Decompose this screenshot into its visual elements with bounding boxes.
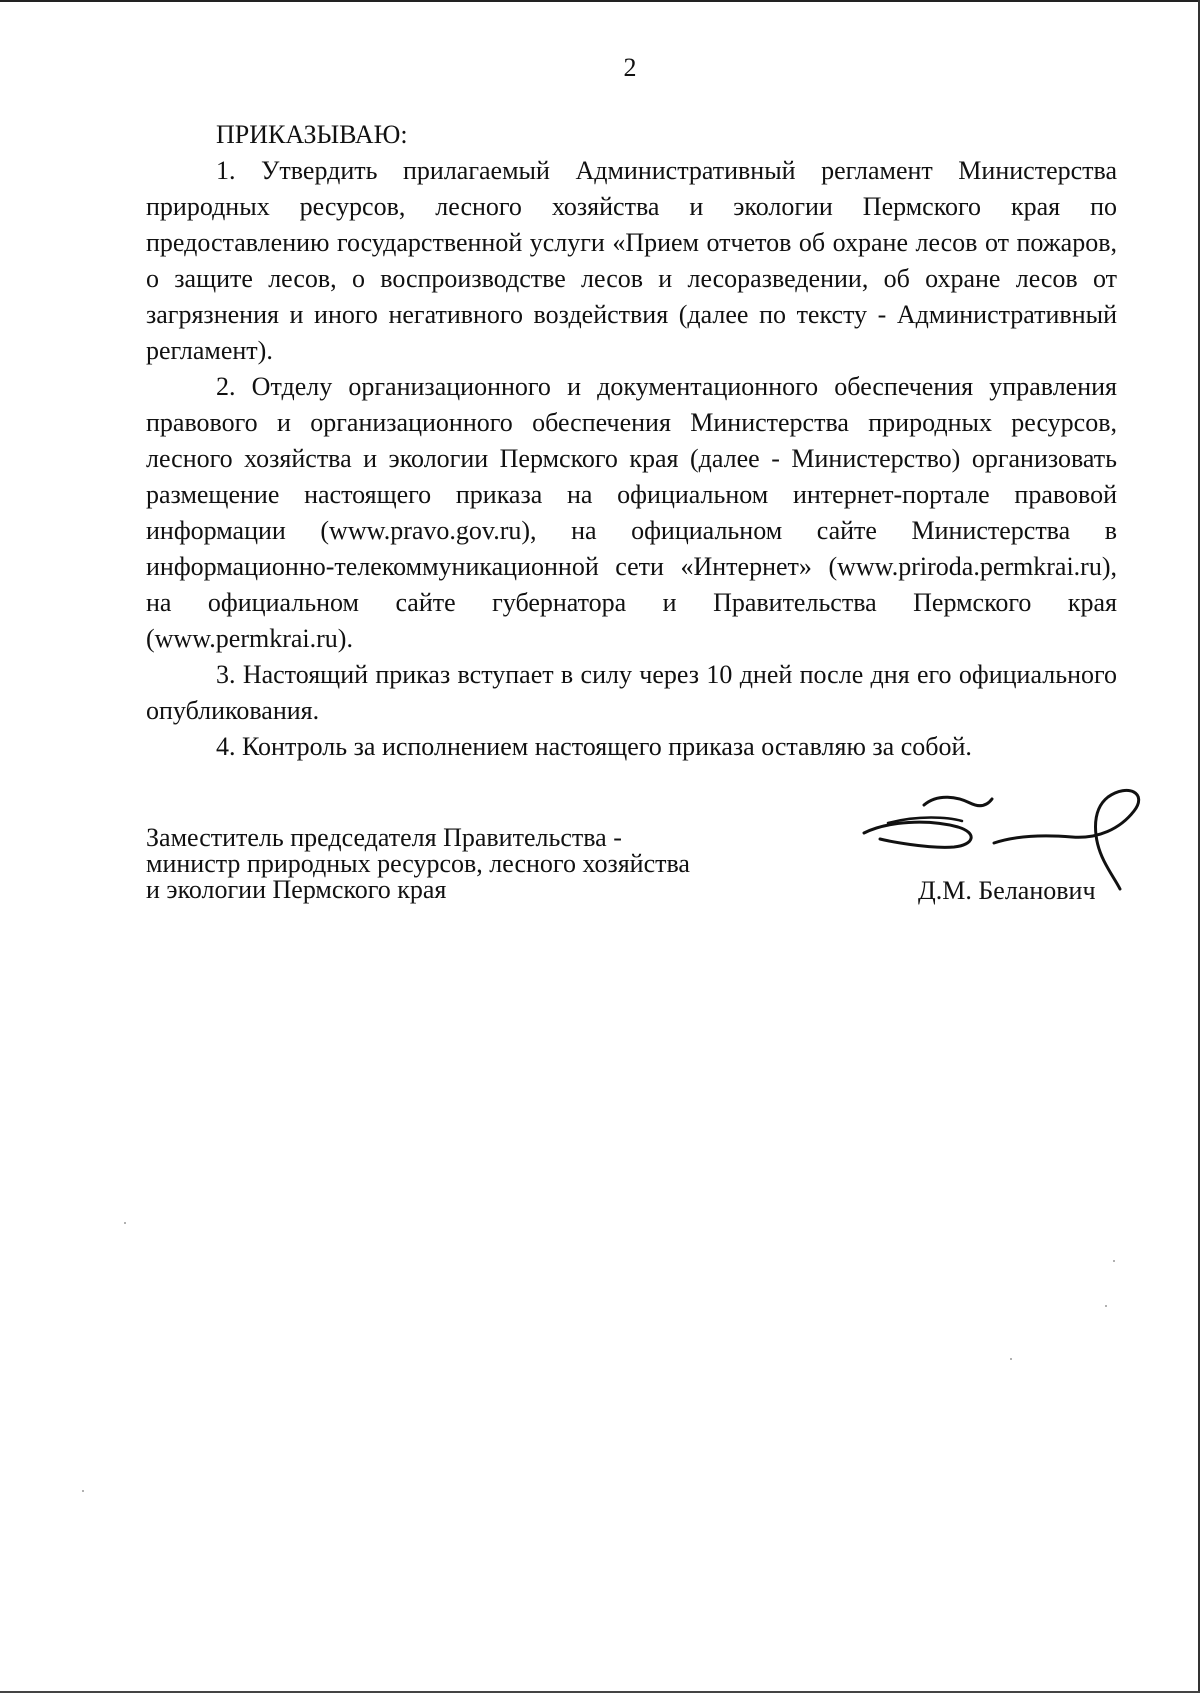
- order-paragraph-1: 1. Утвердить прилагаемый Административный регламент Министерства природных ресурсов, лесного хозяйства и экологии Пермского края по предоставлению государственной услуги «Прием отчетов об охране лесов от пожаров, о защите лесов, о воспроизводстве лесов и лесоразведении, об охране лесов от загрязнения и иного негативного воздействия (далее по тексту - Административный регламент).: [146, 156, 1117, 365]
- signatory-name: Д.М. Беланович: [918, 876, 1096, 905]
- order-paragraph-3: 3. Настоящий приказ вступает в силу через 10 дней после дня его официального опубликования.: [146, 660, 1117, 725]
- order-body: [146, 117, 1117, 765]
- order-heading: ПРИКАЗЫВАЮ:: [216, 120, 408, 149]
- scan-speck: [1105, 1305, 1107, 1307]
- scan-speck: [1010, 1358, 1012, 1360]
- order-paragraph-2: 2. Отделу организационного и документационного обеспечения управления правового и организационного обеспечения Министерства природных ресурсов, лесного хозяйства и экологии Пермского края (далее - Министерство) организовать размещение настоящего приказа на официальном интернет-портале правовой информации (www.pravo.gov.ru), на официальном сайте Министерства в информационно-телекоммуникационной сети «Интернет» (www.priroda.permkrai.ru), на официальном сайте губернатора и Правительства Пермского края (www.permkrai.ru).: [146, 372, 1117, 653]
- scan-speck: [124, 1222, 126, 1224]
- scan-edge-top: [0, 0, 1200, 2]
- signatory-position-line-3: и экологии Пермского края: [146, 875, 447, 904]
- page-number: 2: [623, 53, 637, 82]
- scan-speck: [1113, 1260, 1115, 1262]
- signatory-position: [146, 825, 746, 903]
- scan-speck: [82, 1490, 84, 1492]
- order-paragraph-4: 4. Контроль за исполнением настоящего приказа оставляю за собой.: [216, 732, 972, 761]
- signatory-position-line-1: Заместитель председателя Правительства -: [146, 823, 622, 852]
- signatory-position-line-2: министр природных ресурсов, лесного хозяйства: [146, 849, 690, 878]
